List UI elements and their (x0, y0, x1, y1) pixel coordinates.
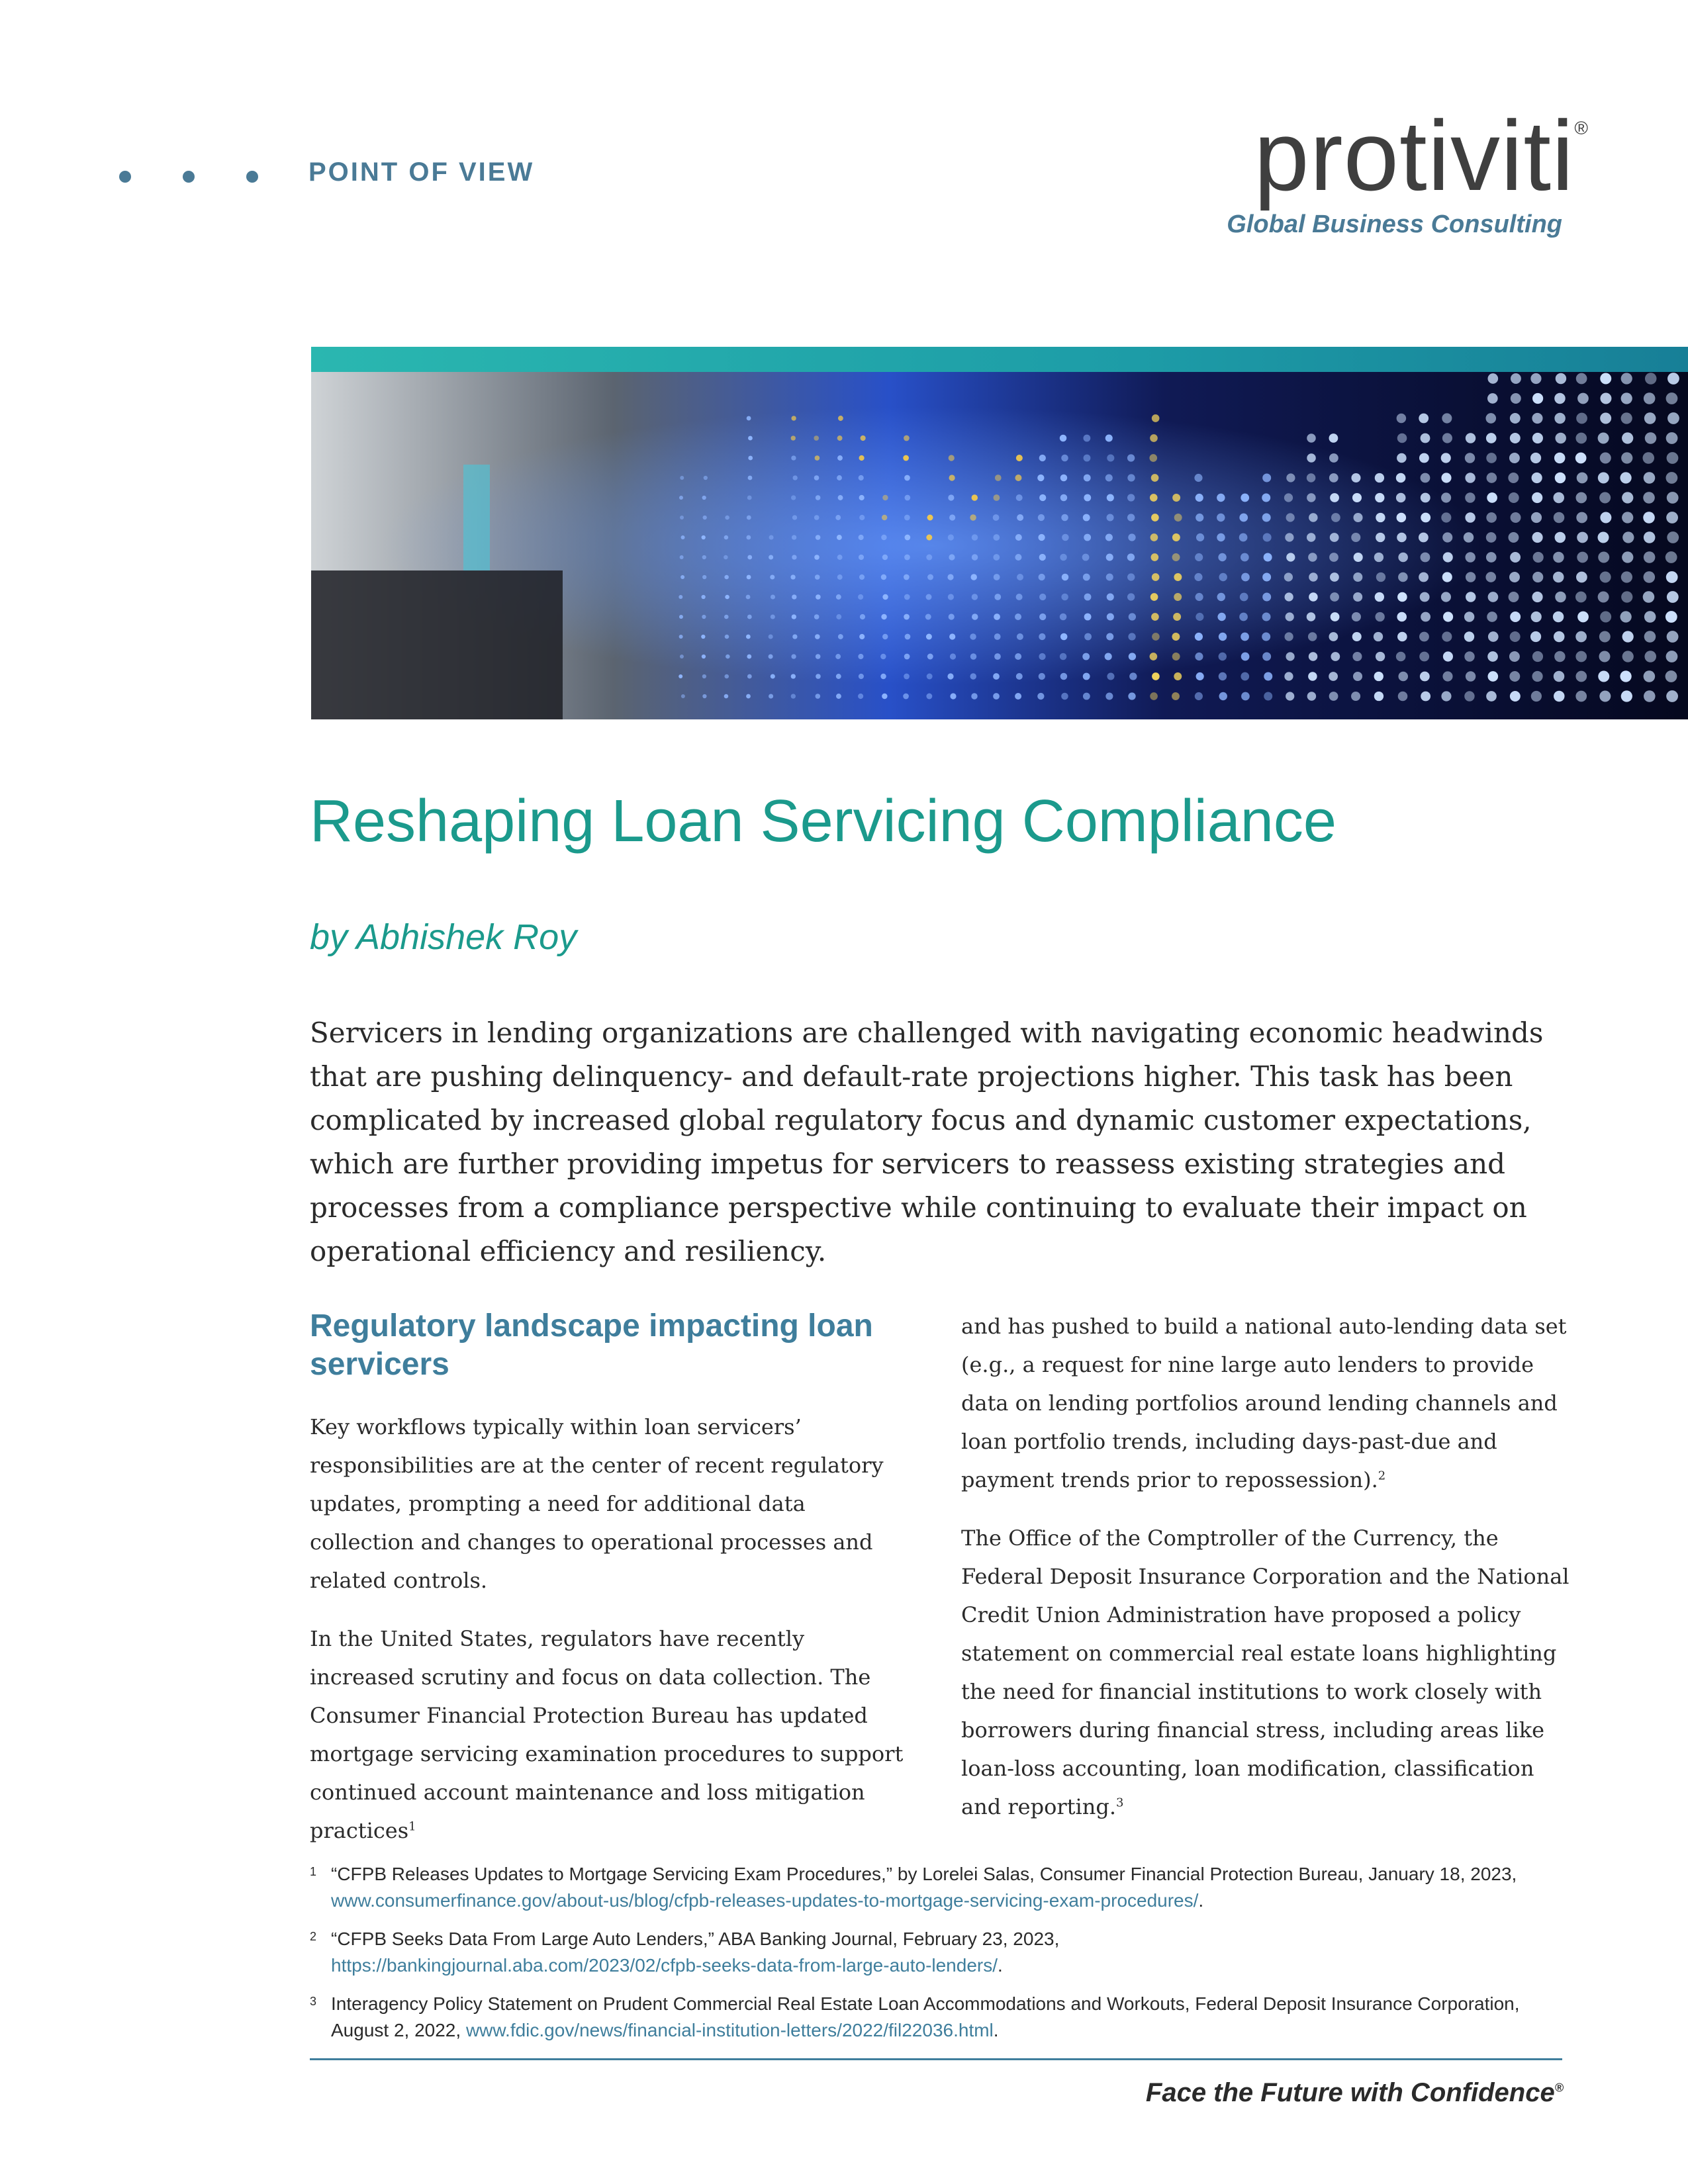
body-paragraph: and has pushed to build a national auto-lending data set (e.g., a request for nine large auto lenders to provide data on lending portfolios around lending channels and loan portfolio trends, including days-past-due and payment trends prior to repossession).$^2$ (961, 1314, 1567, 1492)
footnote-number: 3 (310, 1995, 317, 2008)
logo-wordmark: protiviti® (1254, 100, 1589, 211)
hero-accent-band (311, 347, 1688, 372)
footnote-number: 2 (310, 1930, 317, 1943)
right-column (961, 1307, 1570, 1846)
footnote-item: 1 “CFPB Releases Updates to Mortgage Servicing Exam Procedures,” by Lorelei Salas, Consumer Financial Protection Bureau, January 18, 2023, www.consumerfinance.gov/about-us/blog/cfpb-releases-updates-to-mortgage-servicing-exam-procedures/. (310, 1861, 1568, 1914)
footnote-item: 2 “CFPB Seeks Data From Large Auto Lenders,” ABA Banking Journal, February 23, 2023, https://bankingjournal.aba.com/2023/02/cfpb-seeks-data-from-large-auto-lenders/. (310, 1926, 1568, 1979)
footnote-link[interactable]: www.consumerfinance.gov/about-us/blog/cfpb-releases-updates-to-mortgage-servicing-exam-procedures/ (331, 1890, 1199, 1911)
footnotes (310, 1861, 1568, 2056)
footnote-item: 3 Interagency Policy Statement on Prudent Commercial Real Estate Loan Accommodations and Workouts, Federal Deposit Insurance Corporation, August 2, 2022, www.fdic.gov/news/financial-institution-letters/2022/fil22036.html. (310, 1991, 1568, 2044)
footnote-ref[interactable]: 2 (1378, 1469, 1386, 1483)
footnote-ref[interactable]: 3 (1115, 1796, 1124, 1810)
dot-icon (119, 171, 131, 183)
dot-icon (246, 171, 258, 183)
author-byline: by Abhishek Roy (310, 917, 577, 957)
footer-tagline: Face the Future with Confidence® (1145, 2078, 1564, 2107)
page-title: Reshaping Loan Servicing Compliance (310, 788, 1336, 854)
hero-image (311, 372, 1688, 719)
body-paragraph: Key workflows typically within loan servicers’ responsibilities are at the center of recent regulatory updates, prompting a need for additional data collection and changes to operational processes and related controls. (310, 1414, 884, 1593)
dot-icon (183, 171, 195, 183)
body-paragraph: In the United States, regulators have recently increased scrutiny and focus on data collection. The Consumer Financial Protection Bureau has updated mortgage servicing examination procedures to support continued account maintenance and loss mitigation practices$^1$ (310, 1626, 904, 1843)
body-paragraph: The Office of the Comptroller of the Currency, the Federal Deposit Insurance Corporation and the National Credit Union Administration have proposed a policy statement on commercial real estate loans highlighting the need for financial institutions to work closely with borrowers during financial stress, including areas like loan-loss accounting, loan modification, classification and reporting.$^3$ (961, 1525, 1570, 1819)
stock-ticker-led-display-photo-icon (311, 372, 1688, 719)
left-column (310, 1307, 915, 1870)
protiviti-logo (1227, 100, 1589, 239)
logo-tagline: Global Business Consulting (1227, 210, 1562, 238)
footnote-link[interactable]: www.fdic.gov/news/financial-institution-letters/2022/fil22036.html (465, 2020, 994, 2040)
footnote-ref[interactable]: 1 (408, 1819, 416, 1834)
intro-paragraph: Servicers in lending organizations are challenged with navigating economic headwinds that are pushing delinquency- and default-rate projections higher. This task has been complicated by increased global regulatory focus and dynamic customer expectations, which are further providing impetus for servicers to reassess existing strategies and processes from a compliance perspective while continuing to evaluate their impact on operational efficiency and resiliency. (310, 1017, 1544, 1267)
section-heading: Regulatory landscape impacting loan servicers (310, 1308, 873, 1382)
footer-divider (310, 2058, 1562, 2060)
footnote-number: 1 (310, 1865, 317, 1878)
footnote-link[interactable]: https://bankingjournal.aba.com/2023/02/cfpb-seeks-data-from-large-auto-lenders/ (331, 1955, 998, 1976)
section-label: POINT OF VIEW (308, 158, 535, 187)
